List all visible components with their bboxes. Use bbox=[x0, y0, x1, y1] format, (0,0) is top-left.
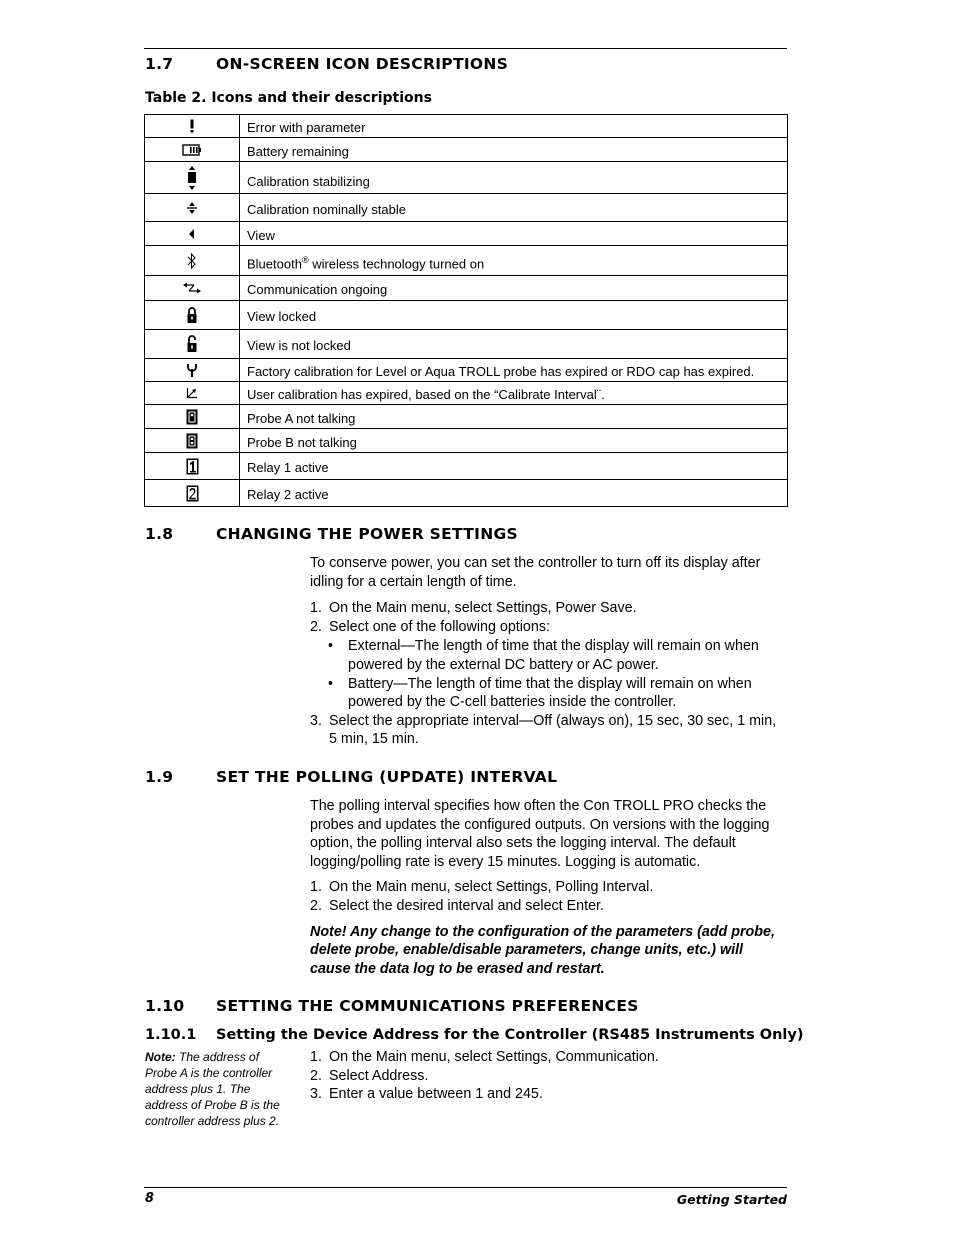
bluetooth-icon bbox=[145, 252, 239, 270]
list-item: 1. On the Main menu, select Settings, Polling Interval. bbox=[310, 879, 654, 896]
chapter-title: Getting Started bbox=[676, 1192, 787, 1207]
icon-cell bbox=[145, 405, 240, 429]
probe-a-icon bbox=[145, 409, 239, 425]
list-item: 2. Select Address. bbox=[310, 1067, 429, 1084]
communication-arrows-icon bbox=[145, 282, 239, 294]
address-steps bbox=[310, 1048, 786, 1104]
user-calibration-icon bbox=[145, 387, 239, 399]
table-row bbox=[145, 138, 788, 162]
table-row bbox=[145, 276, 788, 301]
icons-table bbox=[144, 114, 788, 507]
table-row-description: Bluetooth® wireless technology turned on bbox=[240, 246, 788, 276]
page-number: 8 bbox=[145, 1191, 155, 1206]
section-1-9-heading: 1.9 SET THE POLLING (UPDATE) INTERVAL bbox=[145, 768, 558, 786]
address-sidenote: Note: The address of Probe A is the controller address plus 1. The address of Probe B is the controller address plus 2. bbox=[145, 1050, 280, 1128]
exclamation-icon bbox=[145, 119, 239, 133]
table-row-description: Communication ongoing bbox=[240, 276, 788, 301]
power-steps bbox=[310, 599, 786, 636]
table-row bbox=[145, 359, 788, 382]
table-row bbox=[145, 382, 788, 405]
icon-cell bbox=[145, 222, 240, 246]
relay-1-icon bbox=[145, 458, 239, 475]
relay-2-icon bbox=[145, 485, 239, 502]
table-row-description: Calibration stabilizing bbox=[240, 162, 788, 194]
section-1-9-body bbox=[310, 797, 786, 978]
icon-cell bbox=[145, 246, 240, 276]
list-item: 1. On the Main menu, select Settings, Power Save. bbox=[310, 600, 637, 617]
table-row bbox=[145, 330, 788, 359]
table-row bbox=[145, 162, 788, 194]
table-row-description: Error with parameter bbox=[240, 115, 788, 138]
table-row bbox=[145, 301, 788, 330]
power-intro: To conserve power, you can set the controller to turn off its display after idling for a certain length of time. bbox=[310, 555, 761, 590]
section-1-10-heading: 1.10 SETTING THE COMMUNICATIONS PREFERENCES bbox=[145, 997, 639, 1015]
list-item: 2. Select one of the following options: bbox=[310, 618, 550, 635]
list-item: 1. On the Main menu, select Settings, Communication. bbox=[310, 1049, 659, 1065]
icon-cell bbox=[145, 330, 240, 359]
probe-b-icon bbox=[145, 433, 239, 449]
section-1-10-1-body bbox=[310, 1048, 786, 1104]
data-log-note: Note! Any change to the configuration of the parameters (add probe, delete probe, enable/disable parameters, change units, etc.) will cause the data log to be erased and restart. bbox=[310, 923, 775, 977]
section-1-8-heading: 1.8 CHANGING THE POWER SETTINGS bbox=[145, 525, 518, 543]
section-1-7-heading: 1.7 ON-SCREEN ICON DESCRIPTIONS bbox=[145, 55, 509, 73]
power-steps-cont bbox=[310, 712, 786, 749]
table-row-description: View bbox=[240, 222, 788, 246]
table-caption: Table 2. Icons and their descriptions bbox=[145, 90, 432, 106]
table-row-description: View locked bbox=[240, 301, 788, 330]
factory-calibration-icon bbox=[145, 363, 239, 377]
list-item: • Battery—The length of time that the display will remain on when powered by the C-cell batteries inside the controller. bbox=[328, 675, 752, 711]
table-row-description: Battery remaining bbox=[240, 138, 788, 162]
icon-cell bbox=[145, 301, 240, 330]
icon-cell bbox=[145, 115, 240, 138]
icon-cell bbox=[145, 382, 240, 405]
table-row bbox=[145, 405, 788, 429]
table-row-description: User calibration has expired, based on the “Calibrate Interval¨. bbox=[240, 382, 788, 405]
section-1-8-body bbox=[310, 554, 786, 749]
top-rule bbox=[144, 48, 787, 49]
icon-cell bbox=[145, 429, 240, 453]
icon-cell bbox=[145, 480, 240, 507]
table-row bbox=[145, 480, 788, 507]
table-row-description: Probe B not talking bbox=[240, 429, 788, 453]
list-item: 3. Select the appropriate interval—Off (always on), 15 sec, 30 sec, 1 min, 5 min, 15 min. bbox=[310, 712, 777, 748]
icon-cell bbox=[145, 453, 240, 480]
calibration-stable-icon bbox=[145, 201, 239, 215]
polling-intro: The polling interval specifies how often the Con TROLL PRO checks the probes and updates the configured outputs. On versions with the logging option, the polling interval also sets the logging interval. The default logging/polling rate is every 15 minutes. Logging is automatic. bbox=[310, 798, 770, 870]
lock-open-icon bbox=[145, 335, 239, 353]
table-row-description: Probe A not talking bbox=[240, 405, 788, 429]
table-row bbox=[145, 453, 788, 480]
battery-icon bbox=[145, 144, 239, 156]
icon-cell bbox=[145, 194, 240, 222]
section-1-10-1-heading: 1.10.1 Setting the Device Address for the Controller (RS485 Instruments Only) bbox=[145, 1027, 804, 1043]
list-item: 2. Select the desired interval and select Enter. bbox=[310, 897, 604, 914]
table-row bbox=[145, 115, 788, 138]
lock-closed-icon bbox=[145, 306, 239, 324]
icon-cell bbox=[145, 359, 240, 382]
table-row bbox=[145, 246, 788, 276]
icon-cell bbox=[145, 162, 240, 194]
table-row-description: Relay 2 active bbox=[240, 480, 788, 507]
calibration-stabilizing-icon bbox=[145, 166, 239, 190]
table-row-description: Factory calibration for Level or Aqua TROLL probe has expired or RDO cap has expired. bbox=[240, 359, 788, 382]
table-row-description: Calibration nominally stable bbox=[240, 194, 788, 222]
power-options bbox=[310, 637, 786, 711]
list-item: 3. Enter a value between 1 and 245. bbox=[310, 1086, 543, 1103]
icon-cell bbox=[145, 138, 240, 162]
table-row bbox=[145, 194, 788, 222]
table-row bbox=[145, 429, 788, 453]
table-row bbox=[145, 222, 788, 246]
footer-rule bbox=[144, 1187, 787, 1188]
icon-cell bbox=[145, 276, 240, 301]
table-row-description: Relay 1 active bbox=[240, 453, 788, 480]
polling-steps bbox=[310, 878, 786, 915]
table-row-description: View is not locked bbox=[240, 330, 788, 359]
list-item: • External—The length of time that the display will remain on when powered by the external DC battery or AC power. bbox=[328, 638, 759, 673]
view-arrow-icon bbox=[145, 228, 239, 240]
